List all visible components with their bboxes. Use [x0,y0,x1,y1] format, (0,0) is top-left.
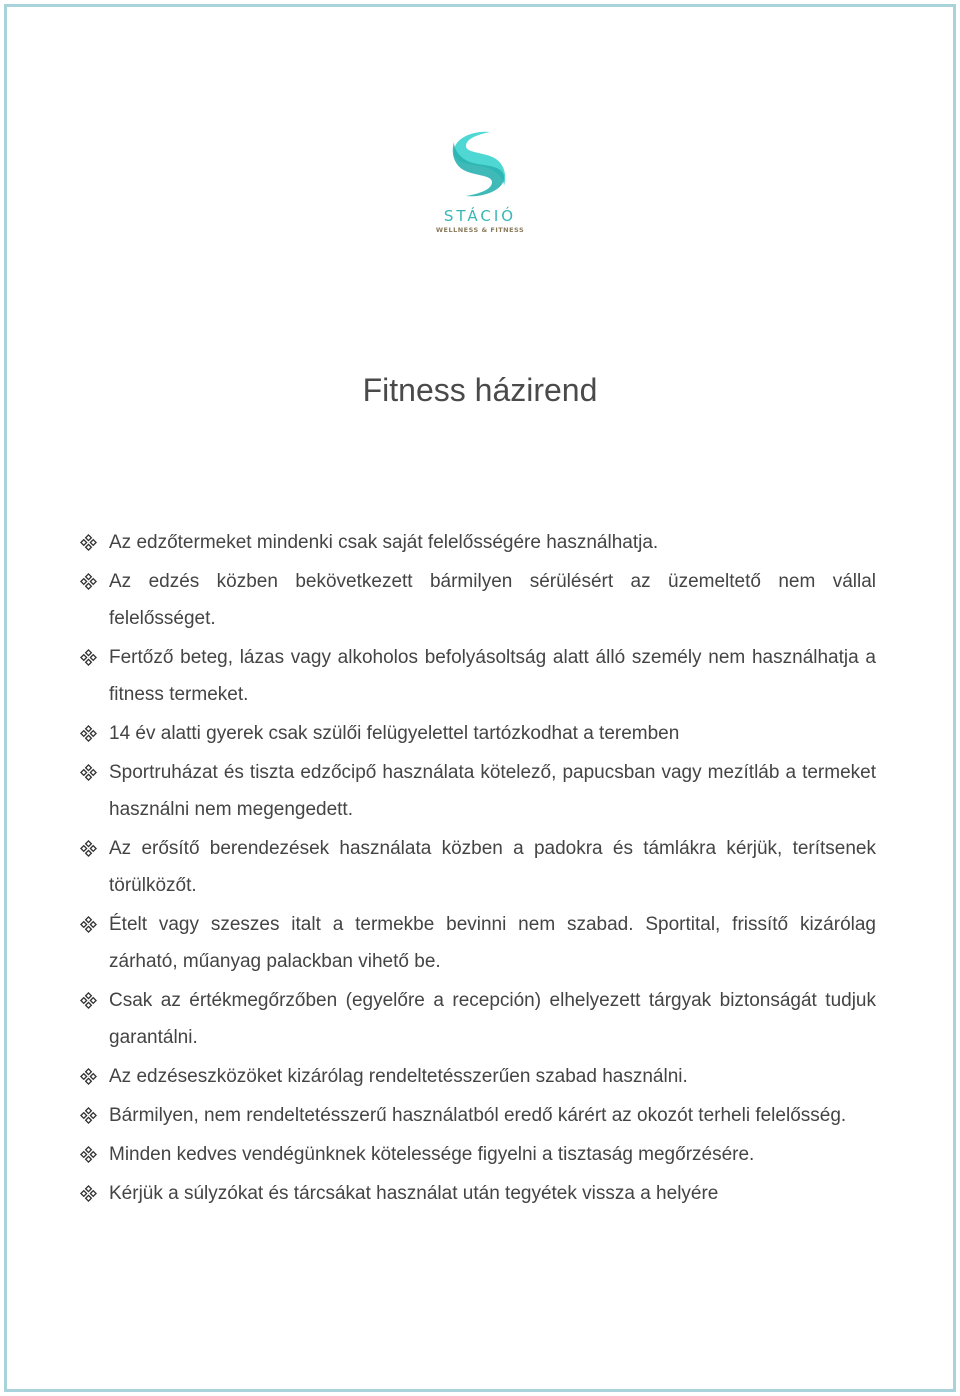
diamond-bullet-icon [80,649,97,666]
list-item [80,1136,876,1173]
rule-text: Fertőző beteg, lázas vagy alkoholos befolyásoltság alatt álló személy nem használhatja a fitness termeket. [109,647,876,705]
list-item [80,563,876,637]
list-item [80,830,876,904]
list-item [80,639,876,713]
rule-text: Az edzőtermeket mindenki csak saját felelősségére használhatja. [109,532,659,553]
list-item [80,524,876,561]
list-item [80,1175,876,1212]
diamond-bullet-icon [80,1146,97,1163]
rule-text: 14 év alatti gyerek csak szülői felügyelettel tartózkodhat a teremben [109,723,680,744]
logo-tagline: WELLNESS & FITNESS [435,226,525,234]
rule-text: Csak az értékmegőrzőben (egyelőre a recepción) elhelyezett tárgyak biztonságát tudjuk garantálni. [109,990,876,1048]
logo-name: STÁCIÓ [443,207,517,225]
list-item [80,982,876,1056]
diamond-bullet-icon [80,1068,97,1085]
rule-text: Ételt vagy szeszes italt a termekbe bevinni nem szabad. Sportital, frissítő kizárólag zárható, műanyag palackban vihető be. [109,914,876,972]
diamond-bullet-icon [80,992,97,1009]
list-item [80,1058,876,1095]
rule-text: Kérjük a súlyzókat és tárcsákat használat után tegyétek vissza a helyére [109,1183,719,1204]
diamond-bullet-icon [80,573,97,590]
diamond-bullet-icon [80,764,97,781]
rule-text: Sportruházat és tiszta edzőcipő használata kötelező, papucsban vagy mezítláb a termeket használni nem megengedett. [109,762,876,820]
diamond-bullet-icon [80,916,97,933]
rule-text: Bármilyen, nem rendeltetésszerű használatból eredő kárért az okozót terheli felelősség. [109,1105,847,1126]
list-item [80,1097,876,1134]
rule-text: Minden kedves vendégünknek kötelessége figyelni a tisztaság megőrzésére. [109,1144,755,1165]
diamond-bullet-icon [80,840,97,857]
diamond-bullet-icon [80,1185,97,1202]
rule-text: Az edzéseszközöket kizárólag rendeltetésszerűen szabad használni. [109,1066,688,1087]
page-title: Fitness házirend [362,372,598,408]
diamond-bullet-icon [80,1107,97,1124]
list-item [80,754,876,828]
logo [0,128,960,234]
list-item [80,906,876,980]
rule-text: Az erősítő berendezések használata közben a padokra és támlákra kérjük, terítsenek törülközőt. [109,838,876,896]
rules-list [80,524,876,1214]
stacio-logo-icon [444,128,516,200]
rule-text: Az edzés közben bekövetkezett bármilyen sérülésért az üzemeltető nem vállal felelősséget. [109,571,876,629]
diamond-bullet-icon [80,725,97,742]
list-item [80,715,876,752]
diamond-bullet-icon [80,534,97,551]
